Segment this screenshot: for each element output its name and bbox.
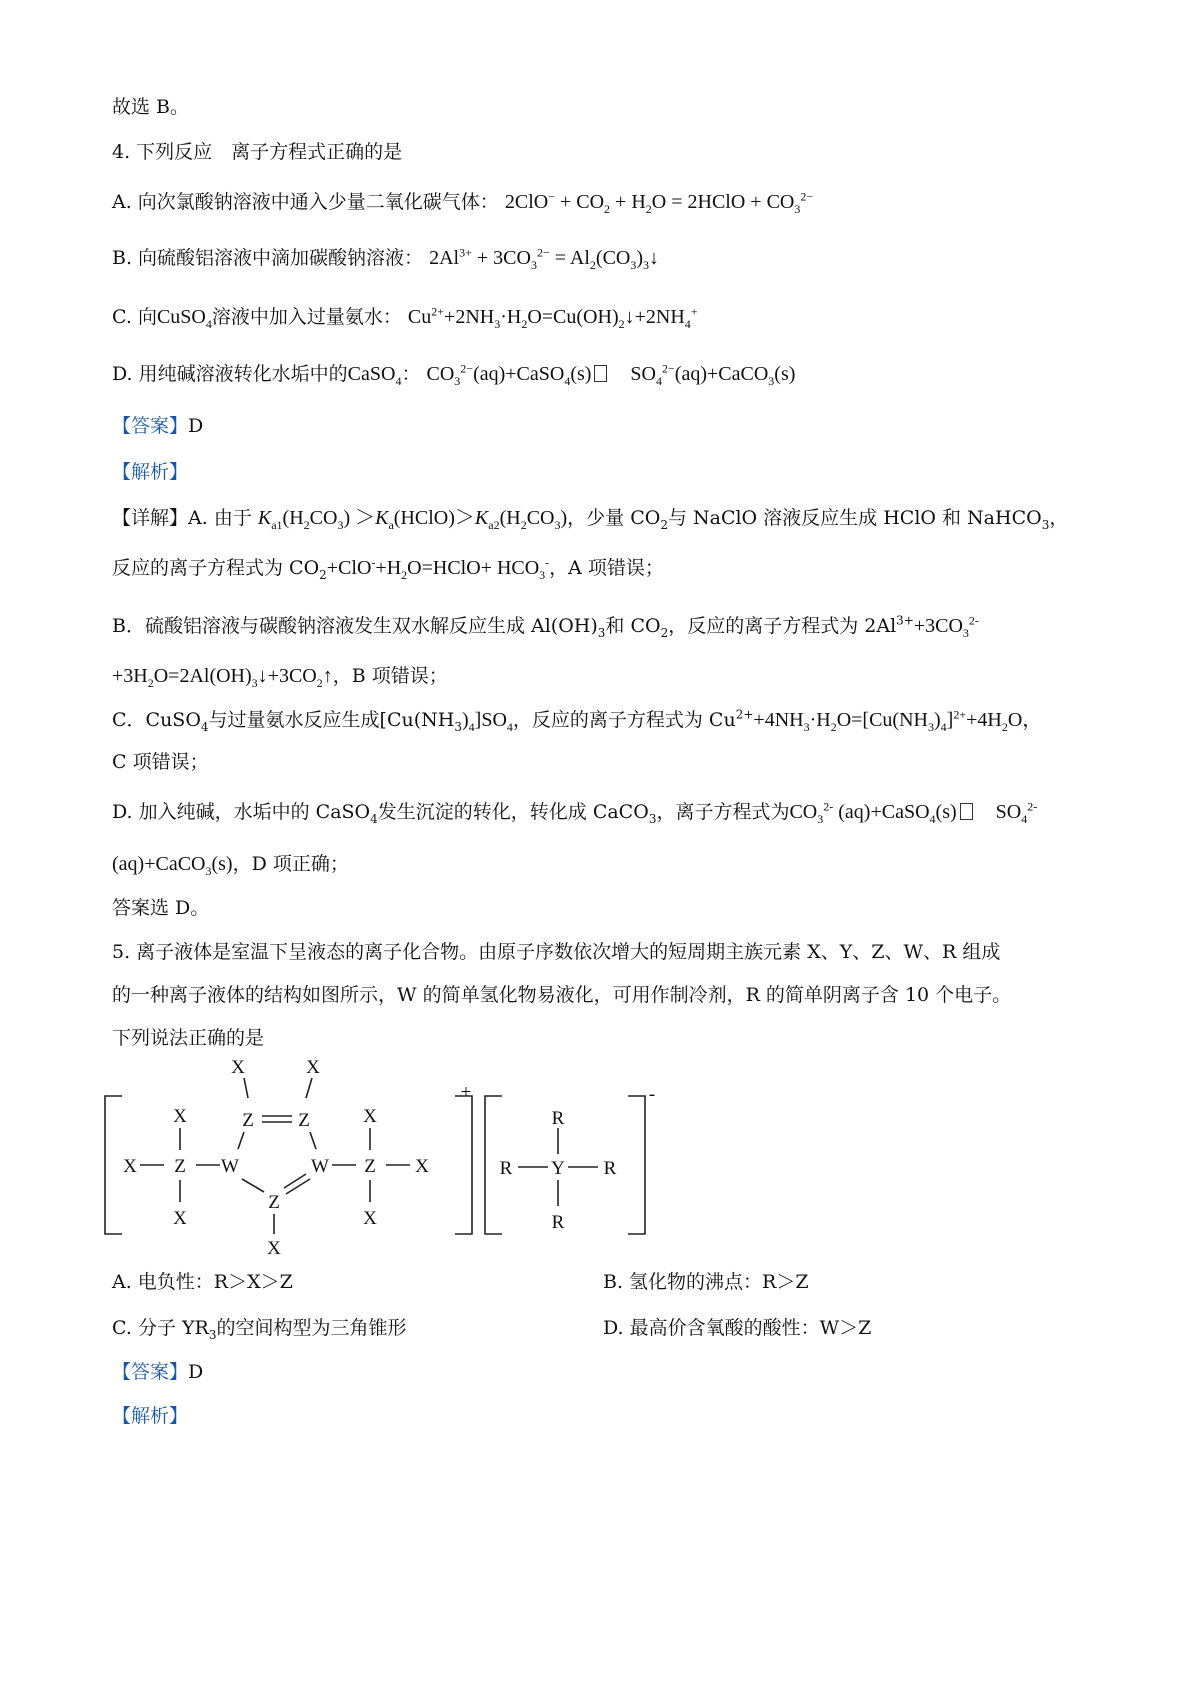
q5-line2: 的一种离子液体的结构如图所示，W 的简单氢化物易液化，可用作制冷剂，R 的简单阴离子含 10 个电子。 xyxy=(112,984,1012,1006)
detail-c-line2: C 项错误； xyxy=(112,751,209,773)
q4-option-d-formula: $CO_3^{2-}(aq)+CaSO_4(s)$ $SO_4^{2-}(aq)+CaCO_3(s)$ xyxy=(426,361,796,388)
q4-option-c-formula: $Cu^{2+}+2NH_3\cdot H_2O=Cu(OH)_2↓+2NH_4^+$ xyxy=(407,304,698,331)
q4-option-c: C. 向CuSO$_4$溶液中加入过量氨水： $Cu^{2+}+2NH_3\cdot H_2O=Cu(OH)_2↓+2NH_4^+$ xyxy=(112,304,698,331)
detail-a-line1: 【详解】A. 由于 $K_{a1}(H_2CO_3)$ $>K_a(HClO)>K_{a2}(H_2CO_3)$，少量 $CO_2$与 NaClO 溶液反应生成 HClO 和 NaHCO$_3$， xyxy=(112,507,1069,532)
q4-option-a: A. 向次氯酸钠溶液中通入少量二氧化碳气体： $2ClO^- + CO_2 + H_2O$ = 2HClO + $CO_3^{2-}$ xyxy=(112,189,814,216)
atom-label: R xyxy=(499,1158,513,1179)
q4-option-a-formula: $2ClO^- + CO_2 + H_2O$ = 2HClO + $CO_3^{2-}$ xyxy=(504,189,814,216)
detail-d-line2: (aq)+CaCO$_3$(s)，D 项正确； xyxy=(112,853,349,878)
atom-label: X xyxy=(231,1057,245,1078)
cation-charge: + xyxy=(460,1082,472,1103)
atom-label: X xyxy=(415,1156,429,1177)
atom-label: Z xyxy=(268,1192,280,1213)
detail-b-line1: B．硫酸铝溶液与碳酸钠溶液发生双水解反应生成 $Al(OH)_3$和 $CO_2$，反应的离子方程式为 $2Al^{3+}+3CO_3^{2-}$ xyxy=(112,613,979,640)
atom-label: X xyxy=(306,1057,320,1078)
atom-label: X xyxy=(363,1208,377,1229)
anion-charge: - xyxy=(648,1084,656,1105)
equilibrium-glyph-icon xyxy=(960,803,973,820)
q5-option-c: C. 分子 $YR_3$的空间构型为三角锥形 xyxy=(112,1317,407,1342)
q4-answer: 【答案】D xyxy=(112,415,204,437)
detail-c-line1: C．CuSO$_4$与过量氨水反应生成$[Cu(NH_3)_4]SO_4$，反应的离子方程式为 $Cu^{2+}+4NH_3\cdot H_2O=[Cu(NH_3)_4]^{2+}+4H_2O$， xyxy=(112,707,1043,734)
equilibrium-glyph-icon xyxy=(594,365,607,382)
atom-label: Z xyxy=(364,1156,376,1177)
atom-label: W xyxy=(221,1156,239,1177)
atom-label: X xyxy=(173,1106,187,1127)
atom-label: R xyxy=(551,1108,565,1129)
atom-label: W xyxy=(311,1156,329,1177)
atom-label: Z xyxy=(174,1156,186,1177)
ionic-liquid-structure-diagram xyxy=(100,1056,720,1256)
q5-option-b: B. 氢化物的沸点：R＞Z xyxy=(603,1271,809,1293)
q5-line3: 下列说法正确的是 xyxy=(112,1027,265,1049)
q5-option-d: D. 最高价含氧酸的酸性：W＞Z xyxy=(603,1317,872,1339)
detail-a-line2: 反应的离子方程式为 $CO_2+ClO^-+H_2O=HClO+ HCO_3^-$，A 项错误； xyxy=(112,555,664,582)
atom-label: X xyxy=(123,1156,137,1177)
atom-label: Y xyxy=(551,1158,565,1179)
q4-option-b: B. 向硫酸铝溶液中滴加碳酸钠溶液： $2Al^{3+} + 3CO_3^{2-}$ = $Al_2(CO_3)_3↓$ xyxy=(112,245,660,272)
atom-label: Z xyxy=(298,1110,310,1131)
detail-b-line2: $+3H_2O=2Al(OH)_3↓+3CO_2↑$，B 项错误； xyxy=(112,665,448,690)
final-answer: 答案选 D。 xyxy=(112,897,210,919)
q4-option-d: D. 用纯碱溶液转化水垢中的CaSO$_4$： $CO_3^{2-}(aq)+CaSO_4(s)$ $SO_4^{2-}(aq)+CaCO_3(s)$ xyxy=(112,361,796,388)
q5-line1: 5. 离子液体是室温下呈液态的离子化合物。由原子序数依次增大的短周期主族元素 X、Y、Z、W、R 组成 xyxy=(112,941,1001,963)
atom-label: R xyxy=(603,1158,617,1179)
atom-label: Z xyxy=(242,1110,254,1131)
atom-label: X xyxy=(267,1238,281,1256)
atom-label: X xyxy=(363,1106,377,1127)
q5-option-a: A. 电负性：R＞X＞Z xyxy=(112,1271,293,1293)
q5-answer: 【答案】D xyxy=(112,1361,204,1383)
q5-analysis-tag: 【解析】 xyxy=(112,1405,189,1427)
atom-label: X xyxy=(173,1208,187,1229)
conclusion-line: 故选 B。 xyxy=(112,96,190,118)
detail-d-line1: D. 加入纯碱，水垢中的 CaSO$_4$发生沉淀的转化，转化成 CaCO$_3$，离子方程式为$CO_3^{2-}$ (aq)+CaSO$_4$(s) $SO_4^{2-}$ xyxy=(112,799,1038,826)
atom-label: R xyxy=(551,1212,565,1233)
q4-analysis-tag: 【解析】 xyxy=(112,461,189,483)
question-4-title: 4. 下列反应 离子方程式正确的是 xyxy=(112,141,403,163)
q4-option-b-formula: $2Al^{3+} + 3CO_3^{2-}$ = $Al_2(CO_3)_3↓$ xyxy=(429,245,660,272)
